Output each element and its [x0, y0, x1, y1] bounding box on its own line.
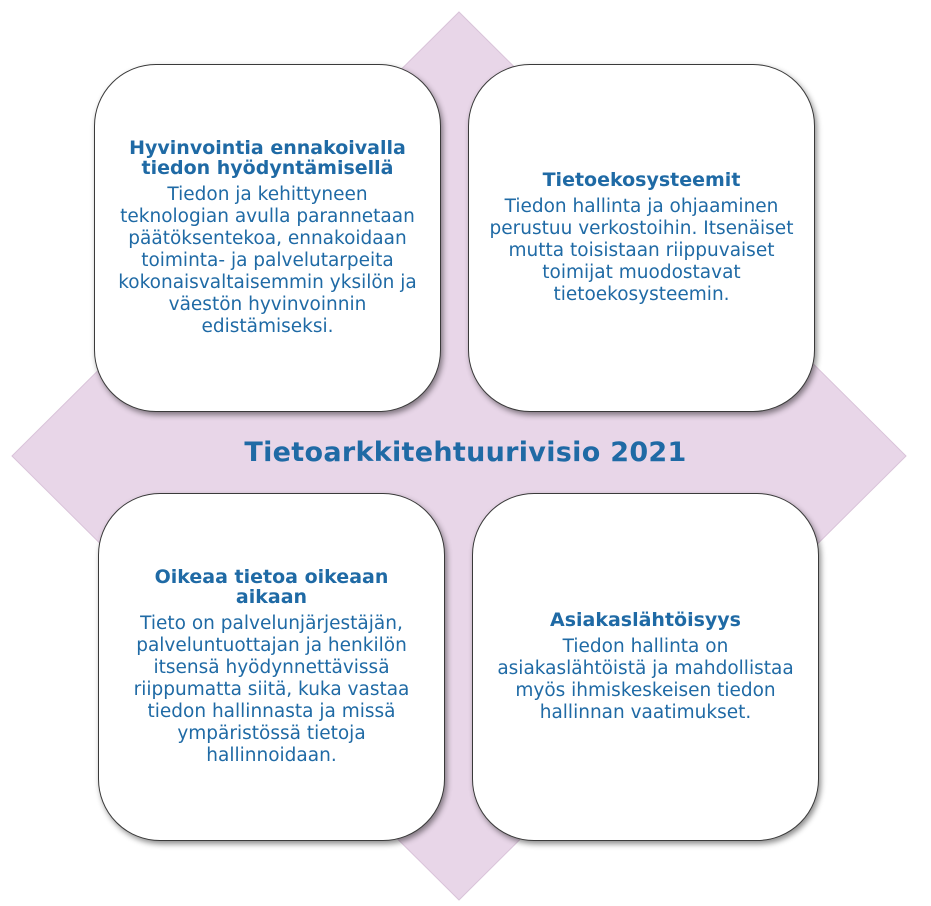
card-heading: Tietoekosysteemit	[542, 169, 741, 191]
card-data-ecosystems	[468, 64, 815, 412]
card-customer-orientation	[472, 493, 819, 841]
card-predictive-wellbeing	[94, 64, 441, 412]
card-heading: Oikeaa tietoa oikeaan aikaan	[154, 566, 389, 608]
card-right-data-right-time	[98, 493, 445, 841]
card-body: Tieto on palvelunjärjestäjän, palveluntuottajan ja henkilön itsensä hyödynnettävissä riippumatta siitä, kuka vastaa tiedon hallinnasta ja missä ympäristössä tietoja hallinnoidaan.	[133, 613, 410, 766]
card-heading: Asiakaslähtöisyys	[549, 609, 741, 631]
card-body: Tiedon hallinta on asiakaslähtöistä ja mahdollistaa myös ihmiskeskeisen tiedon hallinnan vaatimukset.	[497, 636, 794, 723]
diagram-title: Tietoarkkitehtuurivisio 2021	[244, 437, 687, 468]
card-body: Tiedon ja kehittyneen teknologian avulla parannetaan päätöksentekoa, ennakoidaan toiminta- ja palvelutarpeita kokonaisvaltaisemmin yksilön ja väestön hyvinvoinnin edistämiseksi.	[118, 184, 417, 337]
card-body: Tiedon hallinta ja ohjaaminen perustuu verkostoihin. Itsenäiset mutta toisistaan riippuvaiset toimijat muodostavat tietoekosysteemin.	[489, 196, 794, 305]
card-heading: Hyvinvointia ennakoivalla tiedon hyödyntämisellä	[129, 137, 406, 179]
